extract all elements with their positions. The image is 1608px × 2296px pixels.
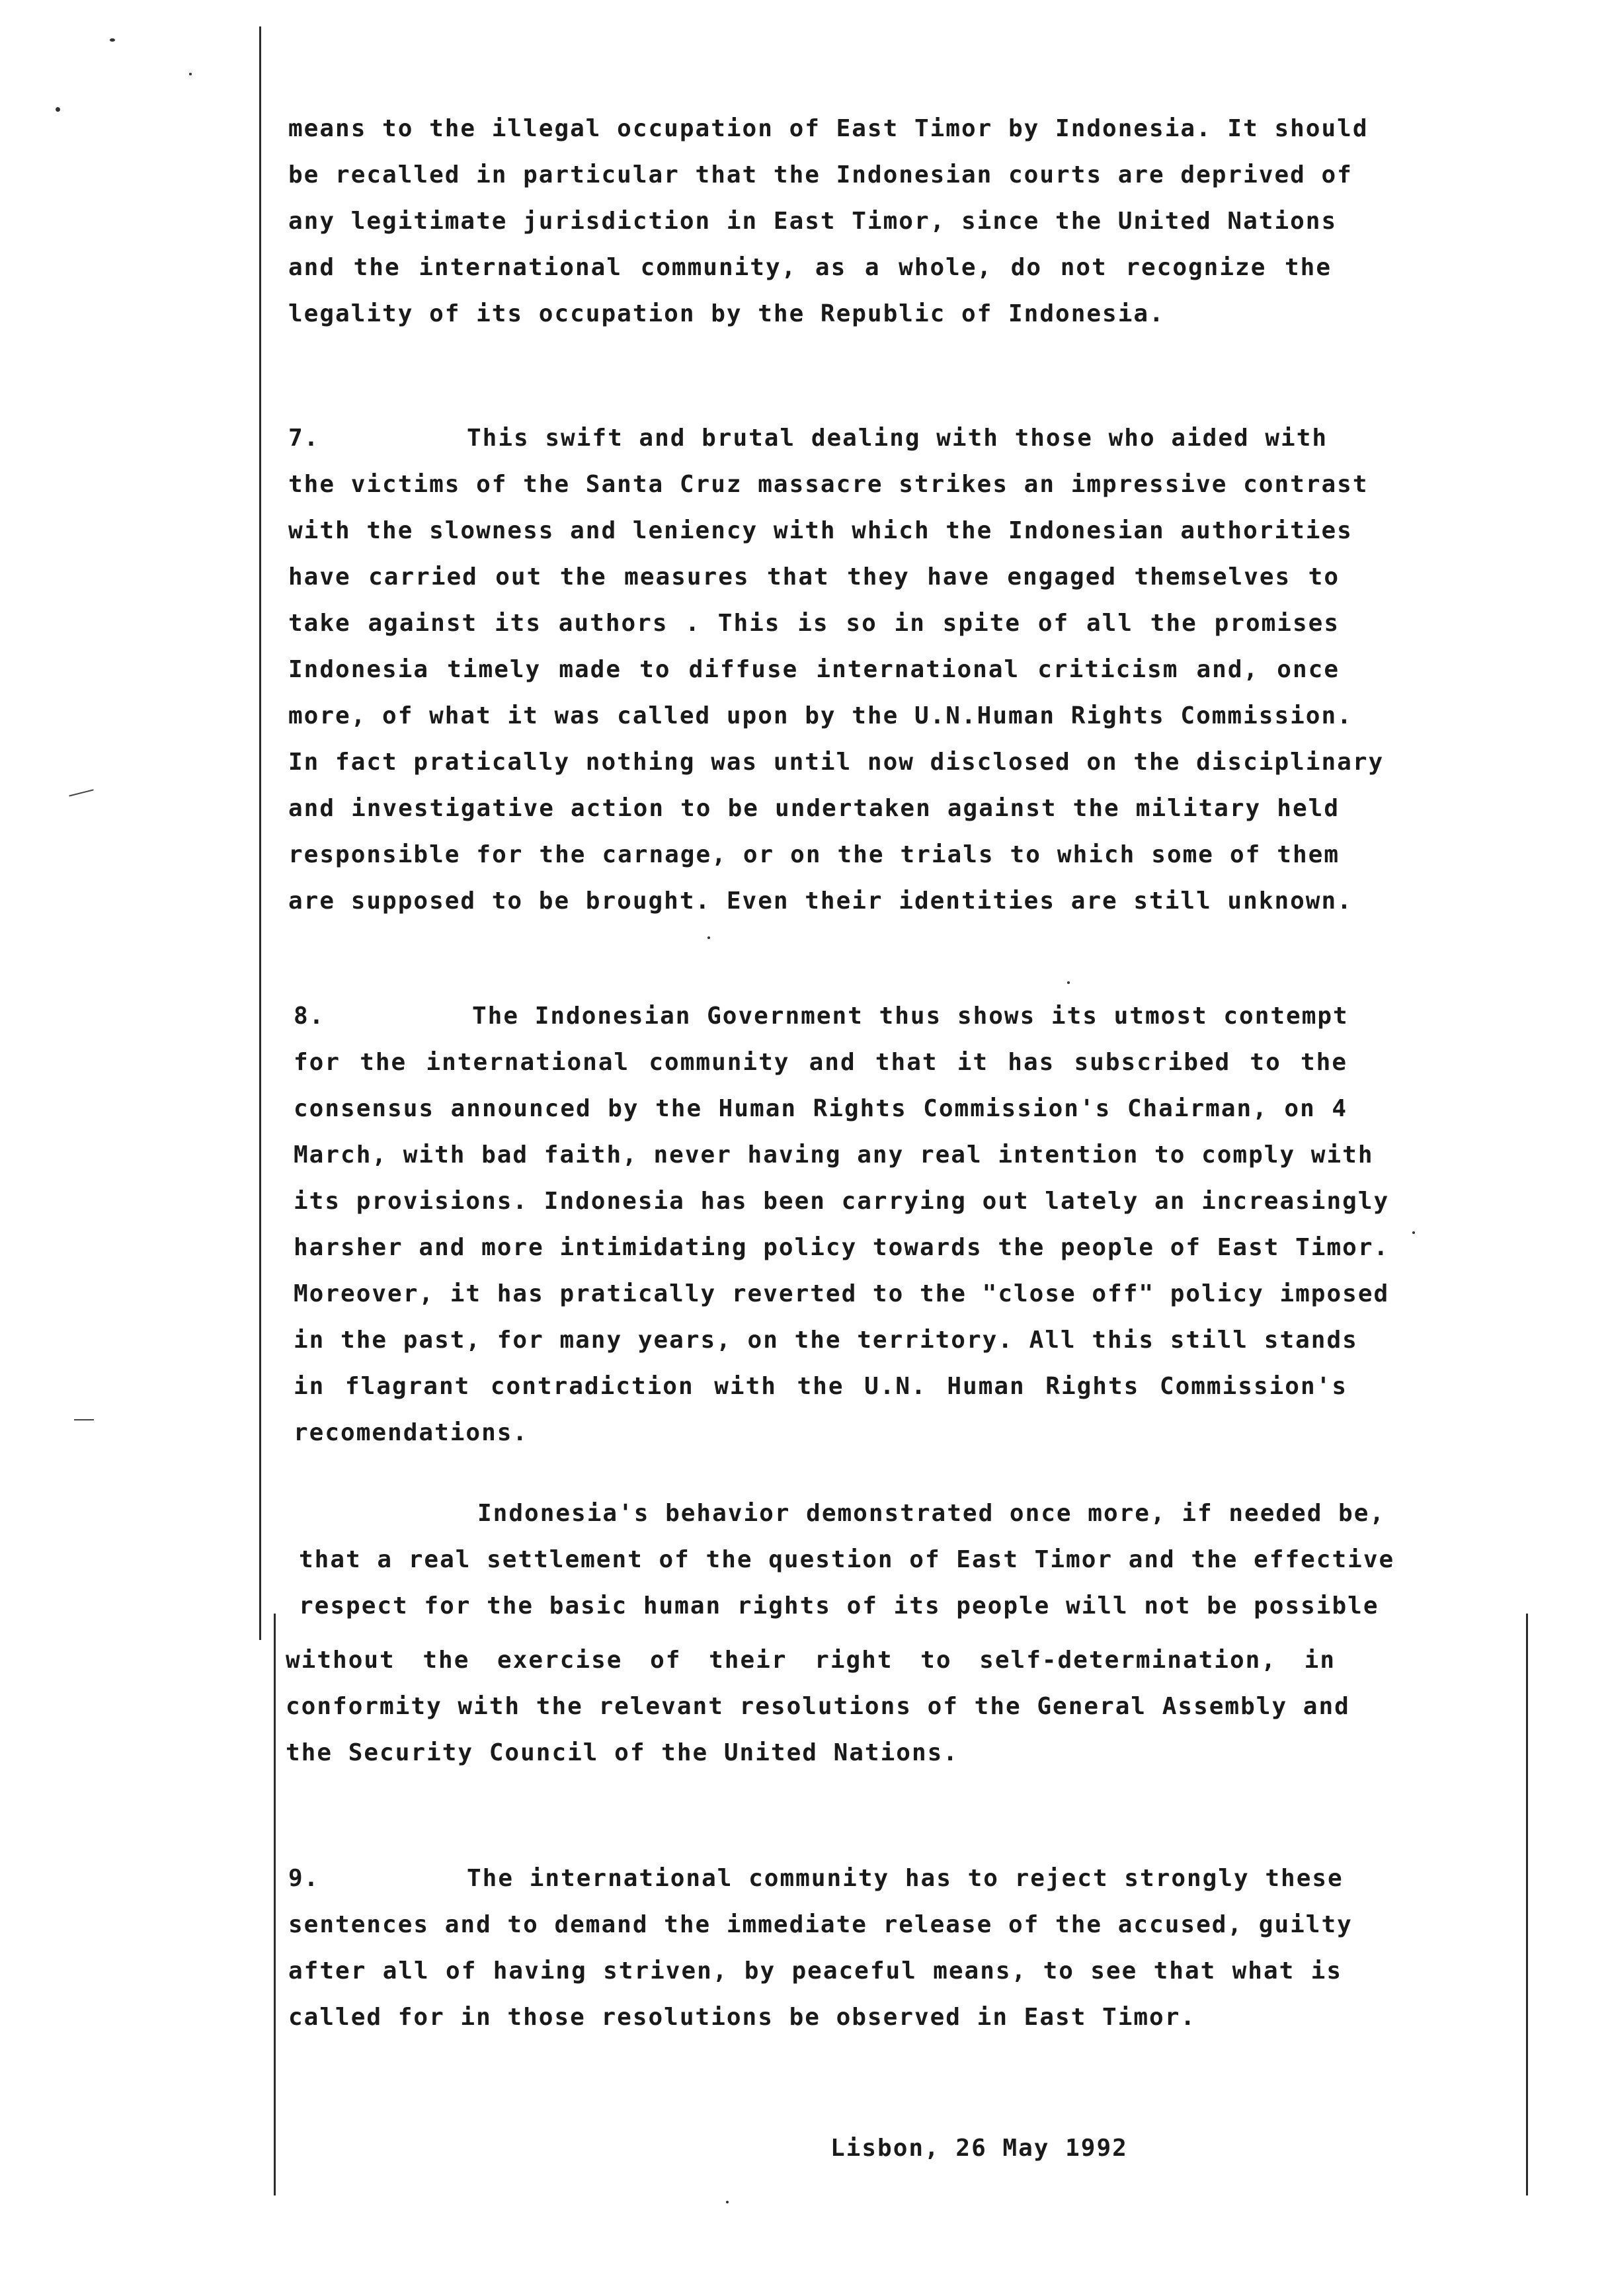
scan-mark bbox=[69, 789, 93, 796]
text-line: more, of what it was called upon by the U.N.Human Rights Commission. bbox=[288, 702, 1353, 729]
text-line: This swift and brutal dealing with those who aided with bbox=[467, 425, 1328, 452]
text-line: called for in those resolutions be observed in East Timor. bbox=[288, 2004, 1197, 2031]
text-line: In fact pratically nothing was until now disclosed on the disciplinary bbox=[288, 749, 1385, 776]
text-line: be recalled in particular that the Indonesian courts are deprived of bbox=[288, 161, 1353, 188]
text-line: legality of its occupation by the Republic of Indonesia. bbox=[288, 300, 1165, 327]
text-line: Indonesia timely made to diffuse international criticism and, once bbox=[288, 656, 1340, 683]
text-line: in flagrant contradiction with the U.N. Human Rights Commission's bbox=[294, 1373, 1347, 1400]
text-line: any legitimate jurisdiction in East Timor, since the United Nations bbox=[288, 208, 1338, 235]
scan-speck bbox=[189, 73, 192, 75]
paragraph-9 bbox=[288, 1856, 1353, 2041]
text-line: take against its authors . This is so in spite of all the promises bbox=[288, 610, 1340, 637]
scan-speck bbox=[110, 38, 115, 42]
text-line: its provisions. Indonesia has been carrying out lately an increasingly bbox=[294, 1188, 1390, 1215]
scan-speck bbox=[1067, 981, 1070, 984]
text-line: in the past, for many years, on the territory. All this still stands bbox=[294, 1327, 1358, 1354]
text-line: recomendations. bbox=[294, 1419, 529, 1446]
left-margin-rule-lower bbox=[274, 1614, 276, 2195]
text-line: the Security Council of the United Nations. bbox=[286, 1739, 959, 1766]
text-line: conformity with the relevant resolutions of the General Assembly and bbox=[286, 1693, 1350, 1720]
left-margin-rule bbox=[259, 26, 261, 1640]
text-line: and investigative action to be undertaken against the military held bbox=[288, 795, 1340, 822]
text-line: means to the illegal occupation of East Timor by Indonesia. It should bbox=[288, 115, 1369, 142]
place-date-text: Lisbon, 26 May 1992 bbox=[830, 2135, 1128, 2162]
text-line: Moreover, it has pratically reverted to the "close off" policy imposed bbox=[294, 1280, 1390, 1307]
place-date-line bbox=[830, 2125, 1201, 2172]
paragraph-continuation-lower bbox=[286, 1637, 1350, 1776]
text-line: after all of having striven, by peaceful means, to see that what is bbox=[288, 1957, 1342, 1985]
text-line: that a real settlement of the question of East Timor and the effective bbox=[299, 1546, 1395, 1573]
text-line: and the international community, as a whole, do not recognize the bbox=[288, 254, 1332, 281]
text-line: respect for the basic human rights of its people will not be possible bbox=[299, 1592, 1379, 1620]
text-line: for the international community and that it has subscribed to the bbox=[294, 1049, 1347, 1076]
scan-speck bbox=[726, 2201, 729, 2203]
paragraph-number: 8. bbox=[294, 1003, 325, 1030]
text-line: Indonesia's behavior demonstrated once more, if needed be, bbox=[477, 1500, 1386, 1527]
text-line: are supposed to be brought. Even their identities are still unknown. bbox=[288, 887, 1353, 915]
scan-speck bbox=[707, 936, 710, 939]
text-line: The international community has to reject strongly these bbox=[467, 1865, 1344, 1892]
text-line: consensus announced by the Human Rights Commission's Chairman, on 4 bbox=[294, 1095, 1347, 1122]
paragraph-8 bbox=[294, 993, 1390, 1456]
text-line: The Indonesian Government thus shows its utmost contempt bbox=[472, 1003, 1349, 1030]
text-line: March, with bad faith, never having any real intention to comply with bbox=[294, 1141, 1374, 1168]
text-line: without the exercise of their right to self-determination, in bbox=[286, 1647, 1336, 1674]
paragraph-number: 7. bbox=[288, 425, 320, 452]
text-line: harsher and more intimidating policy towards the people of East Timor. bbox=[294, 1234, 1390, 1261]
paragraph-intro bbox=[288, 106, 1369, 337]
text-line: have carried out the measures that they have engaged themselves to bbox=[288, 563, 1340, 591]
text-line: responsible for the carnage, or on the trials to which some of them bbox=[288, 841, 1340, 868]
scan-speck bbox=[1412, 1231, 1415, 1234]
text-line: sentences and to demand the immediate release of the accused, guilty bbox=[288, 1911, 1353, 1938]
text-line: with the slowness and leniency with which the Indonesian authorities bbox=[288, 517, 1353, 544]
scan-speck bbox=[56, 107, 60, 112]
right-margin-rule bbox=[1526, 1614, 1528, 2195]
scan-mark bbox=[74, 1419, 94, 1420]
paragraph-number: 9. bbox=[288, 1865, 320, 1892]
paragraph-continuation-upper bbox=[299, 1491, 1395, 1629]
text-line: the victims of the Santa Cruz massacre strikes an impressive contrast bbox=[288, 471, 1369, 498]
paragraph-7 bbox=[288, 415, 1385, 924]
